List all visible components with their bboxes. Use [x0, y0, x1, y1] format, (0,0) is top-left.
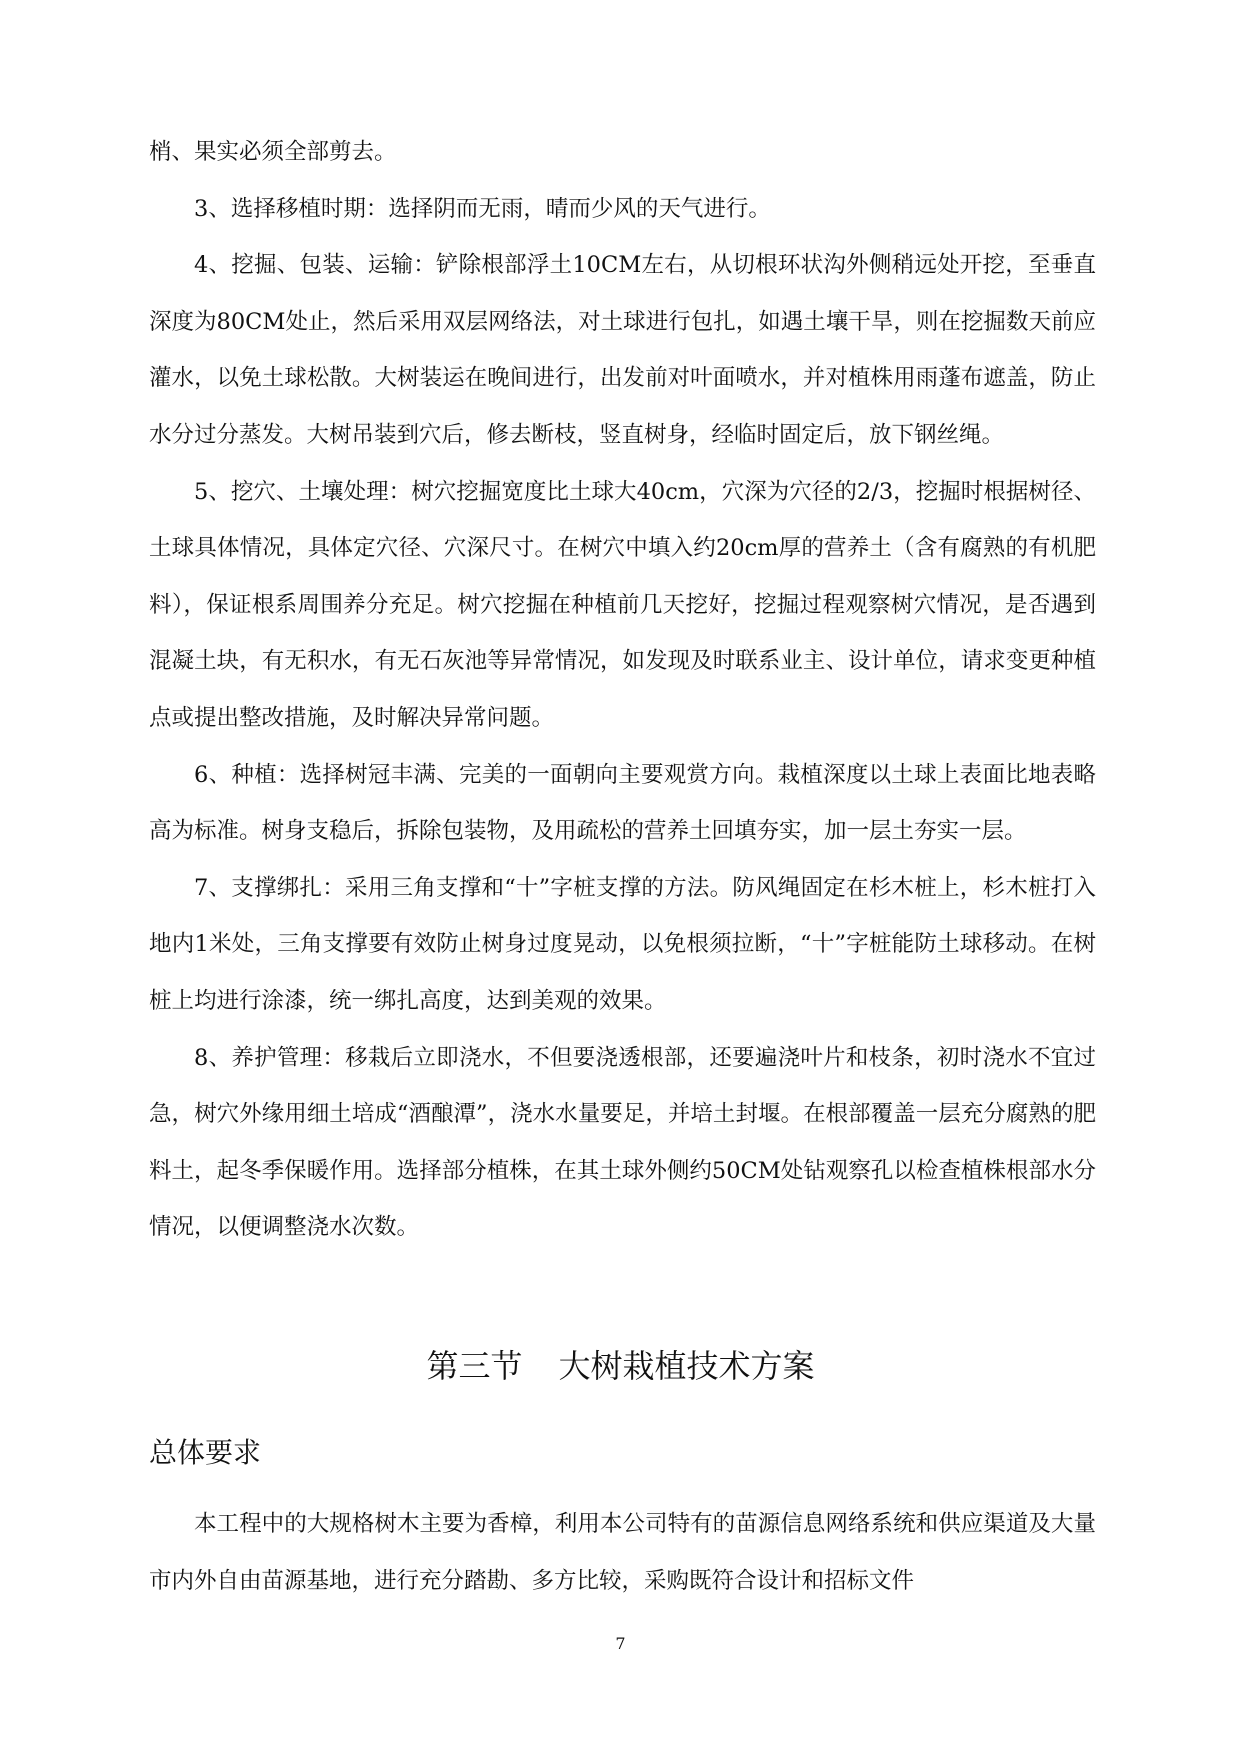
- paragraph-item-4: 4、挖掘、包装、运输：铲除根部浮土10CM左右，从切根环状沟外侧稍远处开挖，至垂直深度为80CM处止，然后采用双层网络法，对土球进行包扎，如遇土壤干旱，则在挖掘数天前应灌水，以免土球松散。大树装运在晚间进行，出发前对叶面喷水，并对植株用雨蓬布遮盖，防止水分过分蒸发。大树吊装到穴后，修去断枝，竖直树身，经临时固定后，放下钢丝绳。: [149, 252, 1096, 448]
- paragraph-item-6: 6、种植：选择树冠丰满、完美的一面朝向主要观赏方向。栽植深度以土球上表面比地表略高为标准。树身支稳后，拆除包装物，及用疏松的营养土回填夯实，加一层土夯实一层。: [149, 761, 1096, 845]
- body-text-section: [149, 1496, 1096, 1609]
- page-number: 7: [615, 1634, 626, 1653]
- paragraph-item-3: 3、选择移植时期：选择阴而无雨，晴而少风的天气进行。: [194, 195, 771, 222]
- body-text: [149, 124, 1096, 1256]
- section-heading-number: 第三节: [426, 1347, 523, 1385]
- sub-heading: 总体要求: [149, 1436, 262, 1469]
- paragraph-item-5: 5、挖穴、土壤处理：树穴挖掘宽度比土球大40cm，穴深为穴径的2/3，挖掘时根据树径、土球具体情况，具体定穴径、穴深尺寸。在树穴中填入约20cm厚的营养土（含有腐熟的有机肥料），保证根系周围养分充足。树穴挖掘在种植前几天挖好，挖掘过程观察树穴情况，是否遇到混凝土块，有无积水，有无石灰池等异常情况，如发现及时联系业主、设计单位，请求变更种植点或提出整改措施，及时解决异常问题。: [149, 478, 1096, 731]
- section-heading: [0, 1336, 1241, 1396]
- paragraph-item-8: 8、养护管理：移栽后立即浇水，不但要浇透根部，还要遍浇叶片和枝条，初时浇水不宜过急，树穴外缘用细土培成“酒酿潭”，浇水水量要足，并培土封堰。在根部覆盖一层充分腐熟的肥料土，起冬季保暖作用。选择部分植株，在其土球外侧约50CM处钻观察孔以检查植株根部水分情况，以便调整浇水次数。: [149, 1044, 1096, 1241]
- section-heading-title: 大树栽植技术方案: [558, 1347, 815, 1385]
- paragraph-overall-requirements: 本工程中的大规格树木主要为香樟，利用本公司特有的苗源信息网络系统和供应渠道及大量市内外自由苗源基地，进行充分踏勘、多方比较，采购既符合设计和招标文件: [149, 1511, 1096, 1594]
- paragraph-item-7: 7、支撑绑扎：采用三角支撑和“十”字桩支撑的方法。防风绳固定在杉木桩上，杉木桩打入地内1米处，三角支撑要有效防止树身过度晃动，以免根须拉断，“十”字桩能防土球移动。在树桩上均进行涂漆，统一绑扎高度，达到美观的效果。: [149, 874, 1096, 1014]
- paragraph-continuation: 梢、果实必须全部剪去。: [149, 139, 397, 165]
